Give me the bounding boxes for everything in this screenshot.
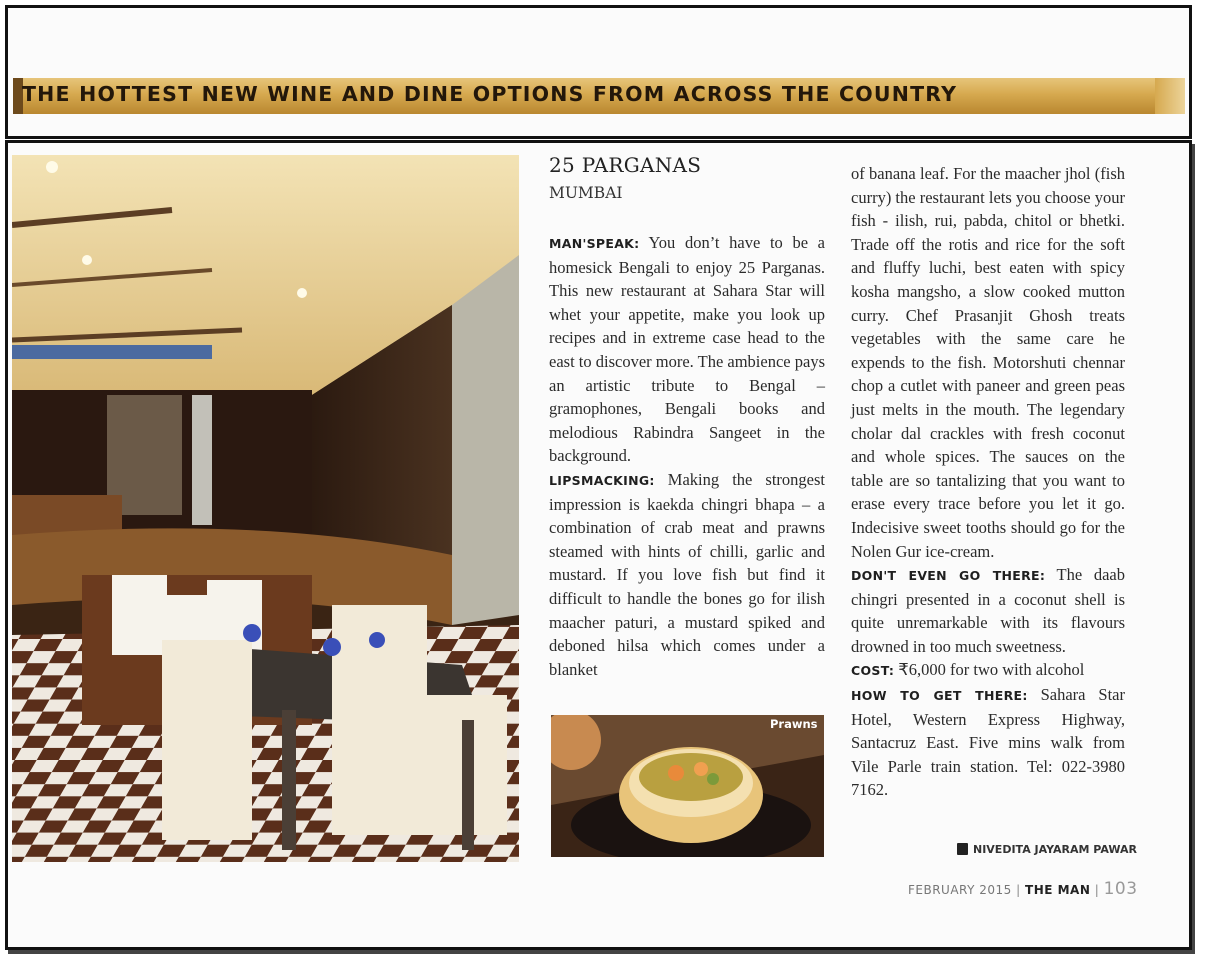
lipsmacking-label: LIPSMACKING: [549,472,655,488]
cost-label: COST: [851,663,895,679]
prawns-dish-image [551,715,824,857]
restaurant-photo [12,155,519,862]
how-paragraph [851,683,1125,802]
mans-speak-text: You don’t have to be a homesick Bengali to enjoy 25 Parganas. This new restaurant at Sahara Star will whet your appetite, make you look up recipes and in extreme case head to the east to discover more. The ambience pays an artistic tribute to Bengal – gramophones, Bengali books and melodious Rabindra Sangeet in the background. [549,233,825,466]
restaurant-city: MUMBAI [549,184,623,202]
continued-paragraph: of banana leaf. For the maacher jhol (fish curry) the restaurant lets you choose your fish - ilish, rui, pabda, chitol or bhetki. Trade off the rotis and rice for the soft and fluffy luchi, best eaten with spicy kosha mangsho, a slow cooked mutton curry. Chef Prasanjit Ghosh treats vegetables with the same care he expends to the fish. Motorshuti chennar chop a cutlet with paneer and green peas just melts in the mouth. The legendary cholar dal crackles with fresh coconut and whole spices. The sauces on the table are so tantalizing that you want to erase every trace before you let it go. Indecisive sweet tooths should go for the Nolen Gur ice-cream. [851,164,1125,561]
lipsmacking-text: Making the strongest impression is kaekda chingri bhapa – a combination of crab meat and prawns steamed with hints of chilli, garlic and mustard. If you love fish but find it difficult to handle the bones go for ilish maacher paturi, a mustard spiked and deboned hilsa which comes under a blanket [549,469,825,679]
restaurant-interior-image [12,155,519,862]
page-number: 103 [1103,879,1138,899]
byline [957,843,1137,856]
article-column-left [549,231,825,681]
banner-heading: THE HOTTEST NEW WINE AND DINE OPTIONS FROM ACROSS THE COUNTRY [22,82,958,106]
footer-separator-2: | [1094,883,1100,897]
header-frame [5,5,1192,139]
article-column-right [851,162,1125,802]
author-icon [957,843,968,855]
page-footer [908,879,1138,899]
author-name: NIVEDITA JAYARAM PAWAR [973,843,1137,856]
photo-caption: Prawns [770,717,818,731]
mans-speak-paragraph [549,231,825,468]
dont-text: The daab chingri presented in a coconut shell is quite unremarkable with its flavours drowned in too much sweetness. [851,565,1125,656]
cost-text: ₹6,000 for two with alcohol [894,660,1085,680]
issue-date: FEBRUARY 2015 [908,883,1012,897]
magazine-name: THE MAN [1025,883,1091,897]
mans-speak-label: MAN'SPEAK: [549,236,640,251]
how-text: Sahara Star Hotel, Western Express Highway, Santacruz East. Five mins walk from Vile Parle train station. Tel: 022-3980 7162. [851,685,1125,800]
dont-paragraph [851,563,1125,658]
dont-label: DON'T EVEN GO THERE: [851,568,1046,584]
footer-separator: | [1016,883,1021,897]
cost-paragraph [851,658,1125,683]
how-label: HOW TO GET THERE: [851,688,1028,704]
restaurant-name: 25 PARGANAS [549,153,702,177]
prawns-photo [551,715,824,857]
banner-fade [1155,78,1185,114]
lipsmacking-paragraph [549,468,825,681]
